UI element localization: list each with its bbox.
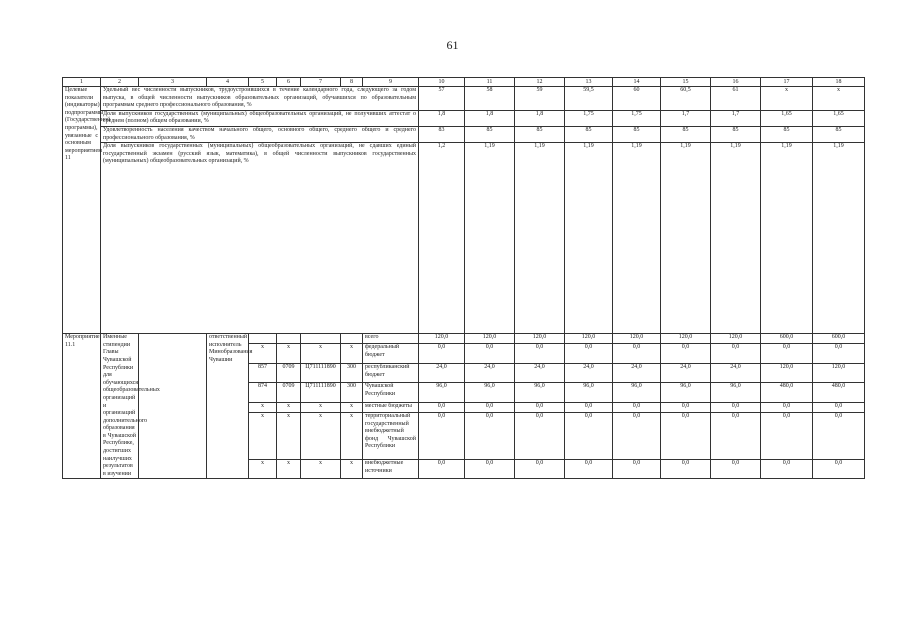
finance-value: 0,0	[565, 402, 613, 412]
finance-value: 480,0	[813, 383, 865, 402]
target-value: 1,19	[613, 143, 661, 334]
finance-value: 96,0	[661, 383, 711, 402]
expense-type-code: 300	[341, 383, 363, 402]
target-text: Удельный вес численности выпускников, трудоустроившихся в течение календарного года, следующего за годом выпуска, в общей численности выпускников образовательных организаций, обучавшихся по образовательным программам среднего профессионального образования, %	[101, 87, 419, 111]
finance-value: 120,0	[813, 363, 865, 382]
header-cell: 18	[813, 78, 865, 87]
header-cell: 13	[565, 78, 613, 87]
target-article-code	[301, 334, 341, 344]
target-value: 58	[465, 87, 515, 111]
finance-value: 0,0	[515, 344, 565, 363]
finance-value: 0,0	[515, 402, 565, 412]
target-value: 85	[613, 126, 661, 142]
finance-value: 0,0	[565, 413, 613, 460]
section-code: x	[277, 413, 301, 460]
section-code	[277, 334, 301, 344]
finance-value: 0,0	[515, 459, 565, 479]
finance-value: 0,0	[661, 402, 711, 412]
finance-value: 0,0	[515, 413, 565, 460]
finance-value: 0,0	[613, 402, 661, 412]
grbs-code	[249, 334, 277, 344]
header-cell: 5	[249, 78, 277, 87]
funding-source: Чувашской Республики	[363, 383, 419, 402]
event-blank	[139, 334, 207, 479]
finance-value: 0,0	[661, 413, 711, 460]
target-text: Доля выпускников государственных (муниципальных) общеобразовательных организаций, не сдавших единый государственный экзамен (русский язык, математика), в общей численности выпускников государственных (муниципальных) общеобразовательных организаций, %	[101, 143, 419, 334]
finance-value: 96,0	[515, 383, 565, 402]
section-code: x	[277, 344, 301, 363]
expense-type-code: x	[341, 459, 363, 479]
finance-value: 0,0	[419, 402, 465, 412]
target-value: 1,65	[813, 110, 865, 126]
event-name: Именные стипендии Главы Чувашской Республики для обучающихся общеобразовательных организаций и организаций дополнительного образования в Чувашской Республике, достигших наилучших результатов в изучении	[101, 334, 139, 479]
grbs-code: x	[249, 402, 277, 412]
target-value: 1,75	[613, 110, 661, 126]
finance-value: 24,0	[711, 363, 761, 382]
target-article-code: x	[301, 459, 341, 479]
target-value: x	[761, 87, 813, 111]
finance-value: 120,0	[465, 334, 515, 344]
target-value: x	[813, 87, 865, 111]
target-value: 1,8	[465, 110, 515, 126]
finance-value: 24,0	[613, 363, 661, 382]
target-article-code: Ц711111890	[301, 383, 341, 402]
target-value: 57	[419, 87, 465, 111]
section-code: x	[277, 402, 301, 412]
header-row	[63, 78, 865, 87]
finance-value: 24,0	[661, 363, 711, 382]
finance-value: 0,0	[711, 413, 761, 460]
finance-value: 120,0	[515, 334, 565, 344]
target-row	[63, 110, 865, 126]
section-code: 0709	[277, 363, 301, 382]
header-cell: 11	[465, 78, 515, 87]
target-value: 1,75	[565, 110, 613, 126]
grbs-code: 857	[249, 363, 277, 382]
target-value: 1,8	[419, 110, 465, 126]
finance-value: 24,0	[565, 363, 613, 382]
target-value: 1,19	[661, 143, 711, 334]
finance-value: 0,0	[761, 344, 813, 363]
target-value: 1,19	[813, 143, 865, 334]
finance-value: 96,0	[711, 383, 761, 402]
target-value: 1,7	[711, 110, 761, 126]
expense-type-code: 300	[341, 363, 363, 382]
section-code: 0709	[277, 383, 301, 402]
header-cell: 9	[363, 78, 419, 87]
target-value: 85	[565, 126, 613, 142]
target-article-code: x	[301, 402, 341, 412]
finance-value: 0,0	[613, 459, 661, 479]
finance-value: 0,0	[465, 459, 515, 479]
funding-source: территориальный государственный внебюджетный фонд Чувашской Республики	[363, 413, 419, 460]
header-cell: 4	[207, 78, 249, 87]
event-executor: ответственный исполнитель Минобразования Чувашии	[207, 334, 249, 479]
finance-value: 0,0	[813, 413, 865, 460]
target-value: 59,5	[565, 87, 613, 111]
header-cell: 6	[277, 78, 301, 87]
finance-value: 0,0	[613, 344, 661, 363]
finance-value: 0,0	[565, 344, 613, 363]
finance-value: 0,0	[613, 413, 661, 460]
finance-value: 24,0	[515, 363, 565, 382]
target-value: 1,19	[515, 143, 565, 334]
funding-source: республиканский бюджет	[363, 363, 419, 382]
target-row	[63, 126, 865, 142]
header-cell: 14	[613, 78, 661, 87]
finance-value: 0,0	[465, 344, 515, 363]
target-value: 1,19	[761, 143, 813, 334]
target-value: 1,2	[419, 143, 465, 334]
finance-value: 0,0	[419, 459, 465, 479]
finance-value: 0,0	[711, 459, 761, 479]
finance-value: 24,0	[419, 363, 465, 382]
finance-value: 0,0	[465, 402, 515, 412]
finance-value: 24,0	[465, 363, 515, 382]
target-value: 85	[661, 126, 711, 142]
expense-type-code: x	[341, 344, 363, 363]
finance-value: 0,0	[661, 459, 711, 479]
funding-source: внебюджетные источники	[363, 459, 419, 479]
target-row	[63, 143, 865, 334]
header-cell: 15	[661, 78, 711, 87]
target-value: 1,7	[661, 110, 711, 126]
header-cell: 2	[101, 78, 139, 87]
target-value: 1,19	[565, 143, 613, 334]
section-code: x	[277, 459, 301, 479]
finance-value: 96,0	[465, 383, 515, 402]
finance-value: 0,0	[813, 344, 865, 363]
finance-value: 0,0	[761, 459, 813, 479]
finance-value: 600,0	[813, 334, 865, 344]
target-value: 60	[613, 87, 661, 111]
target-value: 85	[515, 126, 565, 142]
grbs-code: x	[249, 459, 277, 479]
funding-source: всего	[363, 334, 419, 344]
target-value: 60,5	[661, 87, 711, 111]
finance-value: 0,0	[565, 459, 613, 479]
finance-value: 96,0	[419, 383, 465, 402]
page-number: 61	[446, 38, 459, 52]
finance-value: 96,0	[613, 383, 661, 402]
finance-value: 0,0	[711, 344, 761, 363]
finance-value: 120,0	[419, 334, 465, 344]
target-value: 59	[515, 87, 565, 111]
header-cell: 12	[515, 78, 565, 87]
targets-label: Целевые показатели (индикаторы) подпрограммы (Государственной программы), увязанные с основным мероприятием 11	[63, 87, 101, 334]
finance-value: 0,0	[419, 413, 465, 460]
finance-value: 480,0	[761, 383, 813, 402]
target-article-code: x	[301, 344, 341, 363]
header-cell: 3	[139, 78, 207, 87]
target-value: 1,19	[465, 143, 515, 334]
expense-type-code: x	[341, 413, 363, 460]
target-value: 83	[419, 126, 465, 142]
program-table	[62, 77, 865, 479]
header-cell: 10	[419, 78, 465, 87]
finance-value: 120,0	[565, 334, 613, 344]
funding-source: местные бюджеты	[363, 402, 419, 412]
finance-row	[63, 334, 865, 344]
finance-value: 0,0	[419, 344, 465, 363]
finance-value: 600,0	[761, 334, 813, 344]
finance-value: 96,0	[565, 383, 613, 402]
header-cell: 17	[761, 78, 813, 87]
header-cell: 7	[301, 78, 341, 87]
grbs-code: x	[249, 413, 277, 460]
target-text: Удовлетворенность населения качеством начального общего, основного общего, среднего общего и среднего профессионального образования, %	[101, 126, 419, 142]
event-label: Мероприятие 11.1	[63, 334, 101, 479]
finance-value: 0,0	[465, 413, 515, 460]
finance-value: 120,0	[761, 363, 813, 382]
finance-value: 120,0	[613, 334, 661, 344]
grbs-code: 874	[249, 383, 277, 402]
header-cell: 1	[63, 78, 101, 87]
finance-value: 0,0	[761, 413, 813, 460]
target-text: Доля выпускников государственных (муниципальных) общеобразовательных организаций, не получивших аттестат о среднем (полном) общем образовании, %	[101, 110, 419, 126]
target-value: 1,65	[761, 110, 813, 126]
expense-type-code	[341, 334, 363, 344]
finance-value: 120,0	[711, 334, 761, 344]
finance-value: 0,0	[661, 344, 711, 363]
target-value: 85	[813, 126, 865, 142]
target-value: 85	[711, 126, 761, 142]
target-article-code: x	[301, 413, 341, 460]
finance-value: 0,0	[711, 402, 761, 412]
finance-value: 120,0	[661, 334, 711, 344]
target-row	[63, 87, 865, 111]
grbs-code: x	[249, 344, 277, 363]
target-value: 1,19	[711, 143, 761, 334]
target-article-code: Ц711111890	[301, 363, 341, 382]
finance-value: 0,0	[813, 402, 865, 412]
target-value: 1,8	[515, 110, 565, 126]
target-value: 85	[465, 126, 515, 142]
finance-value: 0,0	[761, 402, 813, 412]
funding-source: федеральный бюджет	[363, 344, 419, 363]
expense-type-code: x	[341, 402, 363, 412]
finance-value: 0,0	[813, 459, 865, 479]
header-cell: 16	[711, 78, 761, 87]
target-value: 85	[761, 126, 813, 142]
target-value: 61	[711, 87, 761, 111]
header-cell: 8	[341, 78, 363, 87]
